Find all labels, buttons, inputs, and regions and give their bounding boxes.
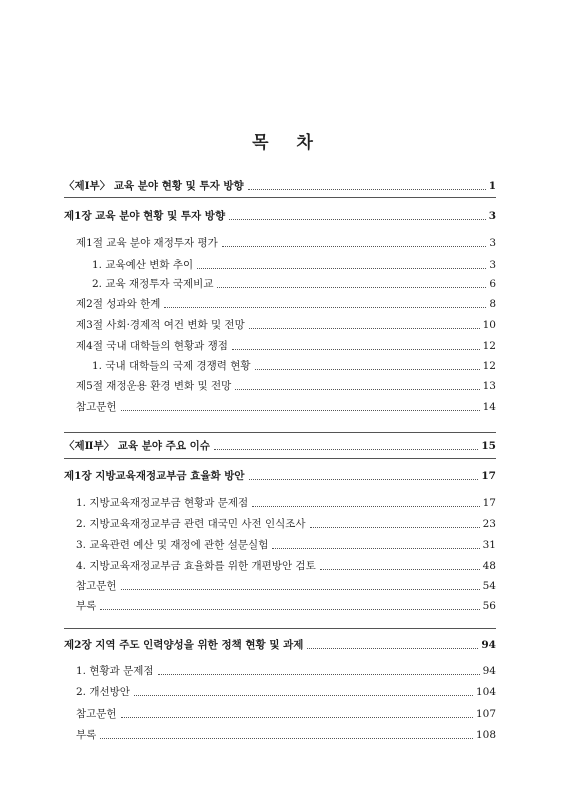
section-divider <box>64 628 496 629</box>
toc-entry[interactable] <box>76 494 496 510</box>
toc-entry[interactable] <box>92 357 496 373</box>
toc-page-number: 1 <box>488 180 496 192</box>
section-divider <box>64 432 496 433</box>
toc-leader-dots <box>100 738 473 739</box>
toc-leader-dots <box>249 479 479 480</box>
toc-entry-label: 제2장 지역 주도 인력양성을 위한 정책 현황 및 과제 <box>64 639 304 651</box>
toc-entry[interactable] <box>64 207 496 223</box>
toc-entry-label: 1. 국내 대학들의 국제 경쟁력 현황 <box>92 360 251 372</box>
toc-entry-label: 제1절 교육 분야 재정투자 평가 <box>76 237 218 249</box>
toc-entry[interactable] <box>76 398 496 414</box>
toc-entry[interactable] <box>64 437 496 453</box>
title-char-1: 목 <box>252 133 283 153</box>
toc-entry-label: 제4절 국내 대학들의 현황과 쟁점 <box>76 340 228 352</box>
toc-page-number: 10 <box>482 319 496 331</box>
toc-entry-label: 부록 <box>76 600 97 612</box>
section-divider <box>64 197 496 198</box>
toc-leader-dots <box>232 349 480 350</box>
toc-page-number: 6 <box>489 278 496 290</box>
toc-page-number: 108 <box>475 729 496 741</box>
toc-entry-label: 참고문헌 <box>76 708 117 720</box>
toc-page-number: 107 <box>475 708 496 720</box>
toc-leader-dots <box>255 369 480 370</box>
toc-entry-label: 제1장 교육 분야 현황 및 투자 방향 <box>64 210 226 222</box>
toc-leader-dots <box>310 527 480 528</box>
toc-entry-label: 3. 교육관련 예산 및 재정에 관한 설문실험 <box>76 539 269 551</box>
toc-entry-label: 제5절 재정운용 환경 변화 및 전망 <box>76 380 232 392</box>
toc-entry[interactable] <box>76 726 496 742</box>
toc-entry[interactable] <box>92 256 496 272</box>
toc-entry-label: 제2절 성과와 한계 <box>76 298 161 310</box>
toc-entry-label: 〈제Ⅱ부〉 교육 분야 주요 이슈 <box>64 440 210 452</box>
toc-page-number: 14 <box>482 401 496 413</box>
toc-page-number: 3 <box>488 210 496 222</box>
toc-entry[interactable] <box>76 316 496 332</box>
toc-leader-dots <box>307 648 478 649</box>
toc-entry[interactable] <box>64 467 496 483</box>
toc-page-number: 17 <box>482 497 496 509</box>
toc-leader-dots <box>320 569 480 570</box>
toc-page-number: 31 <box>482 539 496 551</box>
toc-entry[interactable] <box>64 636 496 652</box>
toc-page-number: 54 <box>482 580 496 592</box>
toc-leader-dots <box>158 674 480 675</box>
toc-entry-label: 1. 현황과 문제점 <box>76 665 154 677</box>
toc-entry-label: 참고문헌 <box>76 401 117 413</box>
toc-entry-label: 2. 교육 재정투자 국제비교 <box>92 278 214 290</box>
toc-page-number: 23 <box>482 518 496 530</box>
toc-entry-label: 4. 지방교육재정교부금 효율화를 위한 개편방안 검토 <box>76 560 316 572</box>
toc-leader-dots <box>164 307 486 308</box>
toc-page-number: 48 <box>482 560 496 572</box>
toc-entry-label: 2. 지방교육재정교부금 관련 대국민 사전 인식조사 <box>76 518 306 530</box>
toc-entry-label: 1. 지방교육재정교부금 현황과 문제점 <box>76 497 249 509</box>
toc-leader-dots <box>248 189 486 190</box>
toc-page-number: 104 <box>475 686 496 698</box>
toc-entry-label: 제1장 지방교육재정교부금 효율화 방안 <box>64 470 245 482</box>
toc-entry[interactable] <box>76 536 496 552</box>
toc-leader-dots <box>121 717 473 718</box>
toc-entry[interactable] <box>76 577 496 593</box>
toc-entry[interactable] <box>76 662 496 678</box>
toc-page-number: 3 <box>489 237 496 249</box>
toc-leader-dots <box>272 548 479 549</box>
toc-leader-dots <box>235 389 479 390</box>
toc-leader-dots <box>121 410 480 411</box>
toc-entry[interactable] <box>76 295 496 311</box>
toc-entry[interactable] <box>76 557 496 573</box>
toc-leader-dots <box>217 287 486 288</box>
toc-leader-dots <box>197 268 486 269</box>
toc-entry[interactable] <box>76 683 496 699</box>
toc-entry-label: 참고문헌 <box>76 580 117 592</box>
toc-leader-dots <box>252 506 479 507</box>
toc-entry-label: 2. 개선방안 <box>76 686 130 698</box>
toc-page-number: 94 <box>481 639 496 651</box>
toc-entry[interactable] <box>76 377 496 393</box>
toc-page-number: 12 <box>482 360 496 372</box>
toc-entry[interactable] <box>76 337 496 353</box>
toc-page-number: 15 <box>481 440 496 452</box>
toc-page-number: 17 <box>481 470 496 482</box>
toc-entry[interactable] <box>64 177 496 193</box>
toc-leader-dots <box>134 695 473 696</box>
title-char-2: 차 <box>296 133 327 153</box>
toc-leader-dots <box>222 246 487 247</box>
toc-leader-dots <box>214 449 478 450</box>
toc-page-number: 56 <box>482 600 496 612</box>
toc-entry-label: 제3절 사회·경제적 여건 변화 및 전망 <box>76 319 245 331</box>
page-title <box>0 128 565 153</box>
toc-entry-label: 부록 <box>76 729 97 741</box>
toc-leader-dots <box>229 219 486 220</box>
toc-page-number: 12 <box>482 340 496 352</box>
toc-leader-dots <box>249 328 480 329</box>
toc-entry[interactable] <box>92 275 496 291</box>
toc-entry[interactable] <box>76 515 496 531</box>
toc-entry[interactable] <box>76 597 496 613</box>
toc-page-number: 13 <box>482 380 496 392</box>
toc-leader-dots <box>121 589 480 590</box>
toc-leader-dots <box>100 609 479 610</box>
toc-page-number: 94 <box>482 665 496 677</box>
toc-page-number: 3 <box>489 259 496 271</box>
toc-entry[interactable] <box>76 705 496 721</box>
toc-entry-label: 1. 교육예산 변화 추이 <box>92 259 194 271</box>
toc-page-number: 8 <box>489 298 496 310</box>
toc-entry-label: 〈제Ⅰ부〉 교육 분야 현황 및 투자 방향 <box>64 180 244 192</box>
section-divider <box>64 458 496 459</box>
toc-entry[interactable] <box>76 234 496 250</box>
